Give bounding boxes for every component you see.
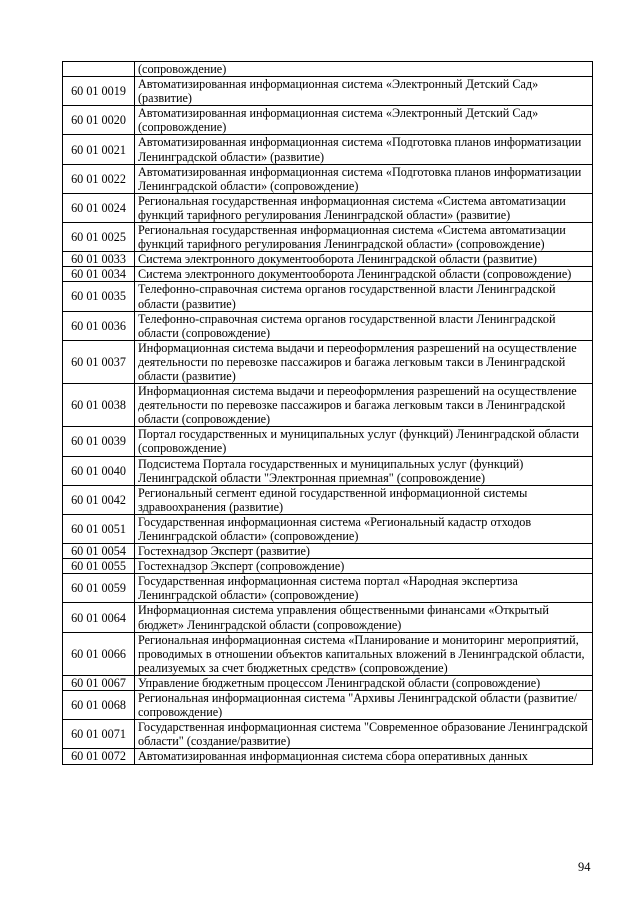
system-name: Телефонно-справочная система органов государственной власти Ленинградской области (сопровождение) [135, 311, 593, 340]
system-code: 60 01 0025 [63, 223, 135, 252]
table-row [63, 282, 593, 311]
system-code: 60 01 0042 [63, 485, 135, 514]
system-code: 60 01 0036 [63, 311, 135, 340]
system-code: 60 01 0072 [63, 749, 135, 764]
system-name: Телефонно-справочная система органов государственной власти Ленинградской области (развитие) [135, 282, 593, 311]
system-name: Гостехнадзор Эксперт (развитие) [135, 544, 593, 559]
table-row [63, 485, 593, 514]
table-row [63, 720, 593, 749]
system-name: Автоматизированная информационная система «Подготовка планов информатизации Ленинградской области» (развитие) [135, 135, 593, 164]
table-row [63, 574, 593, 603]
system-code: 60 01 0067 [63, 675, 135, 690]
codes-table [62, 61, 593, 765]
system-code: 60 01 0054 [63, 544, 135, 559]
system-name: Государственная информационная система «Региональный кадастр отходов Ленинградской области» (сопровождение) [135, 514, 593, 543]
table-row [63, 62, 593, 77]
table-row [63, 193, 593, 222]
system-name: Автоматизированная информационная система сбора оперативных данных [135, 749, 593, 764]
system-name: Подсистема Портала государственных и муниципальных услуг (функций) Ленинградской области "Электронная приемная" (сопровождение) [135, 456, 593, 485]
system-code: 60 01 0059 [63, 574, 135, 603]
page-number: 94 [578, 860, 591, 874]
system-code: 60 01 0038 [63, 384, 135, 427]
table-row [63, 427, 593, 456]
system-name: Система электронного документооборота Ленинградской области (развитие) [135, 252, 593, 267]
system-code: 60 01 0071 [63, 720, 135, 749]
system-name: Управление бюджетным процессом Ленинградской области (сопровождение) [135, 675, 593, 690]
system-name: Автоматизированная информационная система «Электронный Детский Сад» (развитие) [135, 77, 593, 106]
system-code: 60 01 0066 [63, 632, 135, 675]
table-row [63, 632, 593, 675]
system-code: 60 01 0035 [63, 282, 135, 311]
table-row [63, 603, 593, 632]
system-code: 60 01 0039 [63, 427, 135, 456]
system-name: Региональная информационная система "Архивы Ленинградской области (развитие/сопровождение) [135, 691, 593, 720]
system-code: 60 01 0024 [63, 193, 135, 222]
system-name: Информационная система управления общественными финансами «Открытый бюджет» Ленинградской области (сопровождение) [135, 603, 593, 632]
table-row [63, 164, 593, 193]
system-name: Государственная информационная система портал «Народная экспертиза Ленинградской области» (сопровождение) [135, 574, 593, 603]
system-code: 60 01 0022 [63, 164, 135, 193]
table-row [63, 691, 593, 720]
system-code: 60 01 0019 [63, 77, 135, 106]
system-name: (сопровождение) [135, 62, 593, 77]
system-code: 60 01 0020 [63, 106, 135, 135]
system-name: Автоматизированная информационная система «Электронный Детский Сад» (сопровождение) [135, 106, 593, 135]
system-code: 60 01 0037 [63, 340, 135, 383]
system-name: Автоматизированная информационная система «Подготовка планов информатизации Ленинградской области» (сопровождение) [135, 164, 593, 193]
document-sheet [62, 61, 593, 765]
table-row [63, 223, 593, 252]
system-code: 60 01 0021 [63, 135, 135, 164]
system-code: 60 01 0064 [63, 603, 135, 632]
system-code: 60 01 0051 [63, 514, 135, 543]
table-row [63, 749, 593, 764]
table-row [63, 544, 593, 559]
system-name: Информационная система выдачи и переоформления разрешений на осуществление деятельности по перевозке пассажиров и багажа легковым такси в Ленинградской области (развитие) [135, 340, 593, 383]
system-code: 60 01 0034 [63, 267, 135, 282]
system-code: 60 01 0033 [63, 252, 135, 267]
system-name: Информационная система выдачи и переоформления разрешений на осуществление деятельности по перевозке пассажиров и багажа легковым такси в Ленинградской области (сопровождение) [135, 384, 593, 427]
system-code: 60 01 0040 [63, 456, 135, 485]
system-code [63, 62, 135, 77]
table-row [63, 340, 593, 383]
system-code: 60 01 0055 [63, 559, 135, 574]
system-name: Государственная информационная система "Современное образование Ленинградской области" (создание/развитие) [135, 720, 593, 749]
table-row [63, 267, 593, 282]
table-row [63, 135, 593, 164]
table-row [63, 77, 593, 106]
system-code: 60 01 0068 [63, 691, 135, 720]
system-name: Система электронного документооборота Ленинградской области (сопровождение) [135, 267, 593, 282]
table-row [63, 252, 593, 267]
table-row [63, 559, 593, 574]
system-name: Региональная государственная информационная система «Система автоматизации функций тарифного регулирования Ленинградской области» (развитие) [135, 193, 593, 222]
table-row [63, 384, 593, 427]
table-body [63, 62, 593, 765]
system-name: Гостехнадзор Эксперт (сопровождение) [135, 559, 593, 574]
system-name: Региональный сегмент единой государственной информационной системы здравоохранения (развитие) [135, 485, 593, 514]
table-row [63, 456, 593, 485]
system-name: Региональная информационная система «Планирование и мониторинг мероприятий, проводимых в отношении объектов капитальных вложений в Ленинградской области, реализуемых за счет бюджетных средств» (сопровождение) [135, 632, 593, 675]
system-name: Региональная государственная информационная система «Система автоматизации функций тарифного регулирования Ленинградской области» (сопровождение) [135, 223, 593, 252]
table-row [63, 514, 593, 543]
system-name: Портал государственных и муниципальных услуг (функций) Ленинградской области (сопровождение) [135, 427, 593, 456]
table-row [63, 106, 593, 135]
table-row [63, 311, 593, 340]
table-row [63, 675, 593, 690]
